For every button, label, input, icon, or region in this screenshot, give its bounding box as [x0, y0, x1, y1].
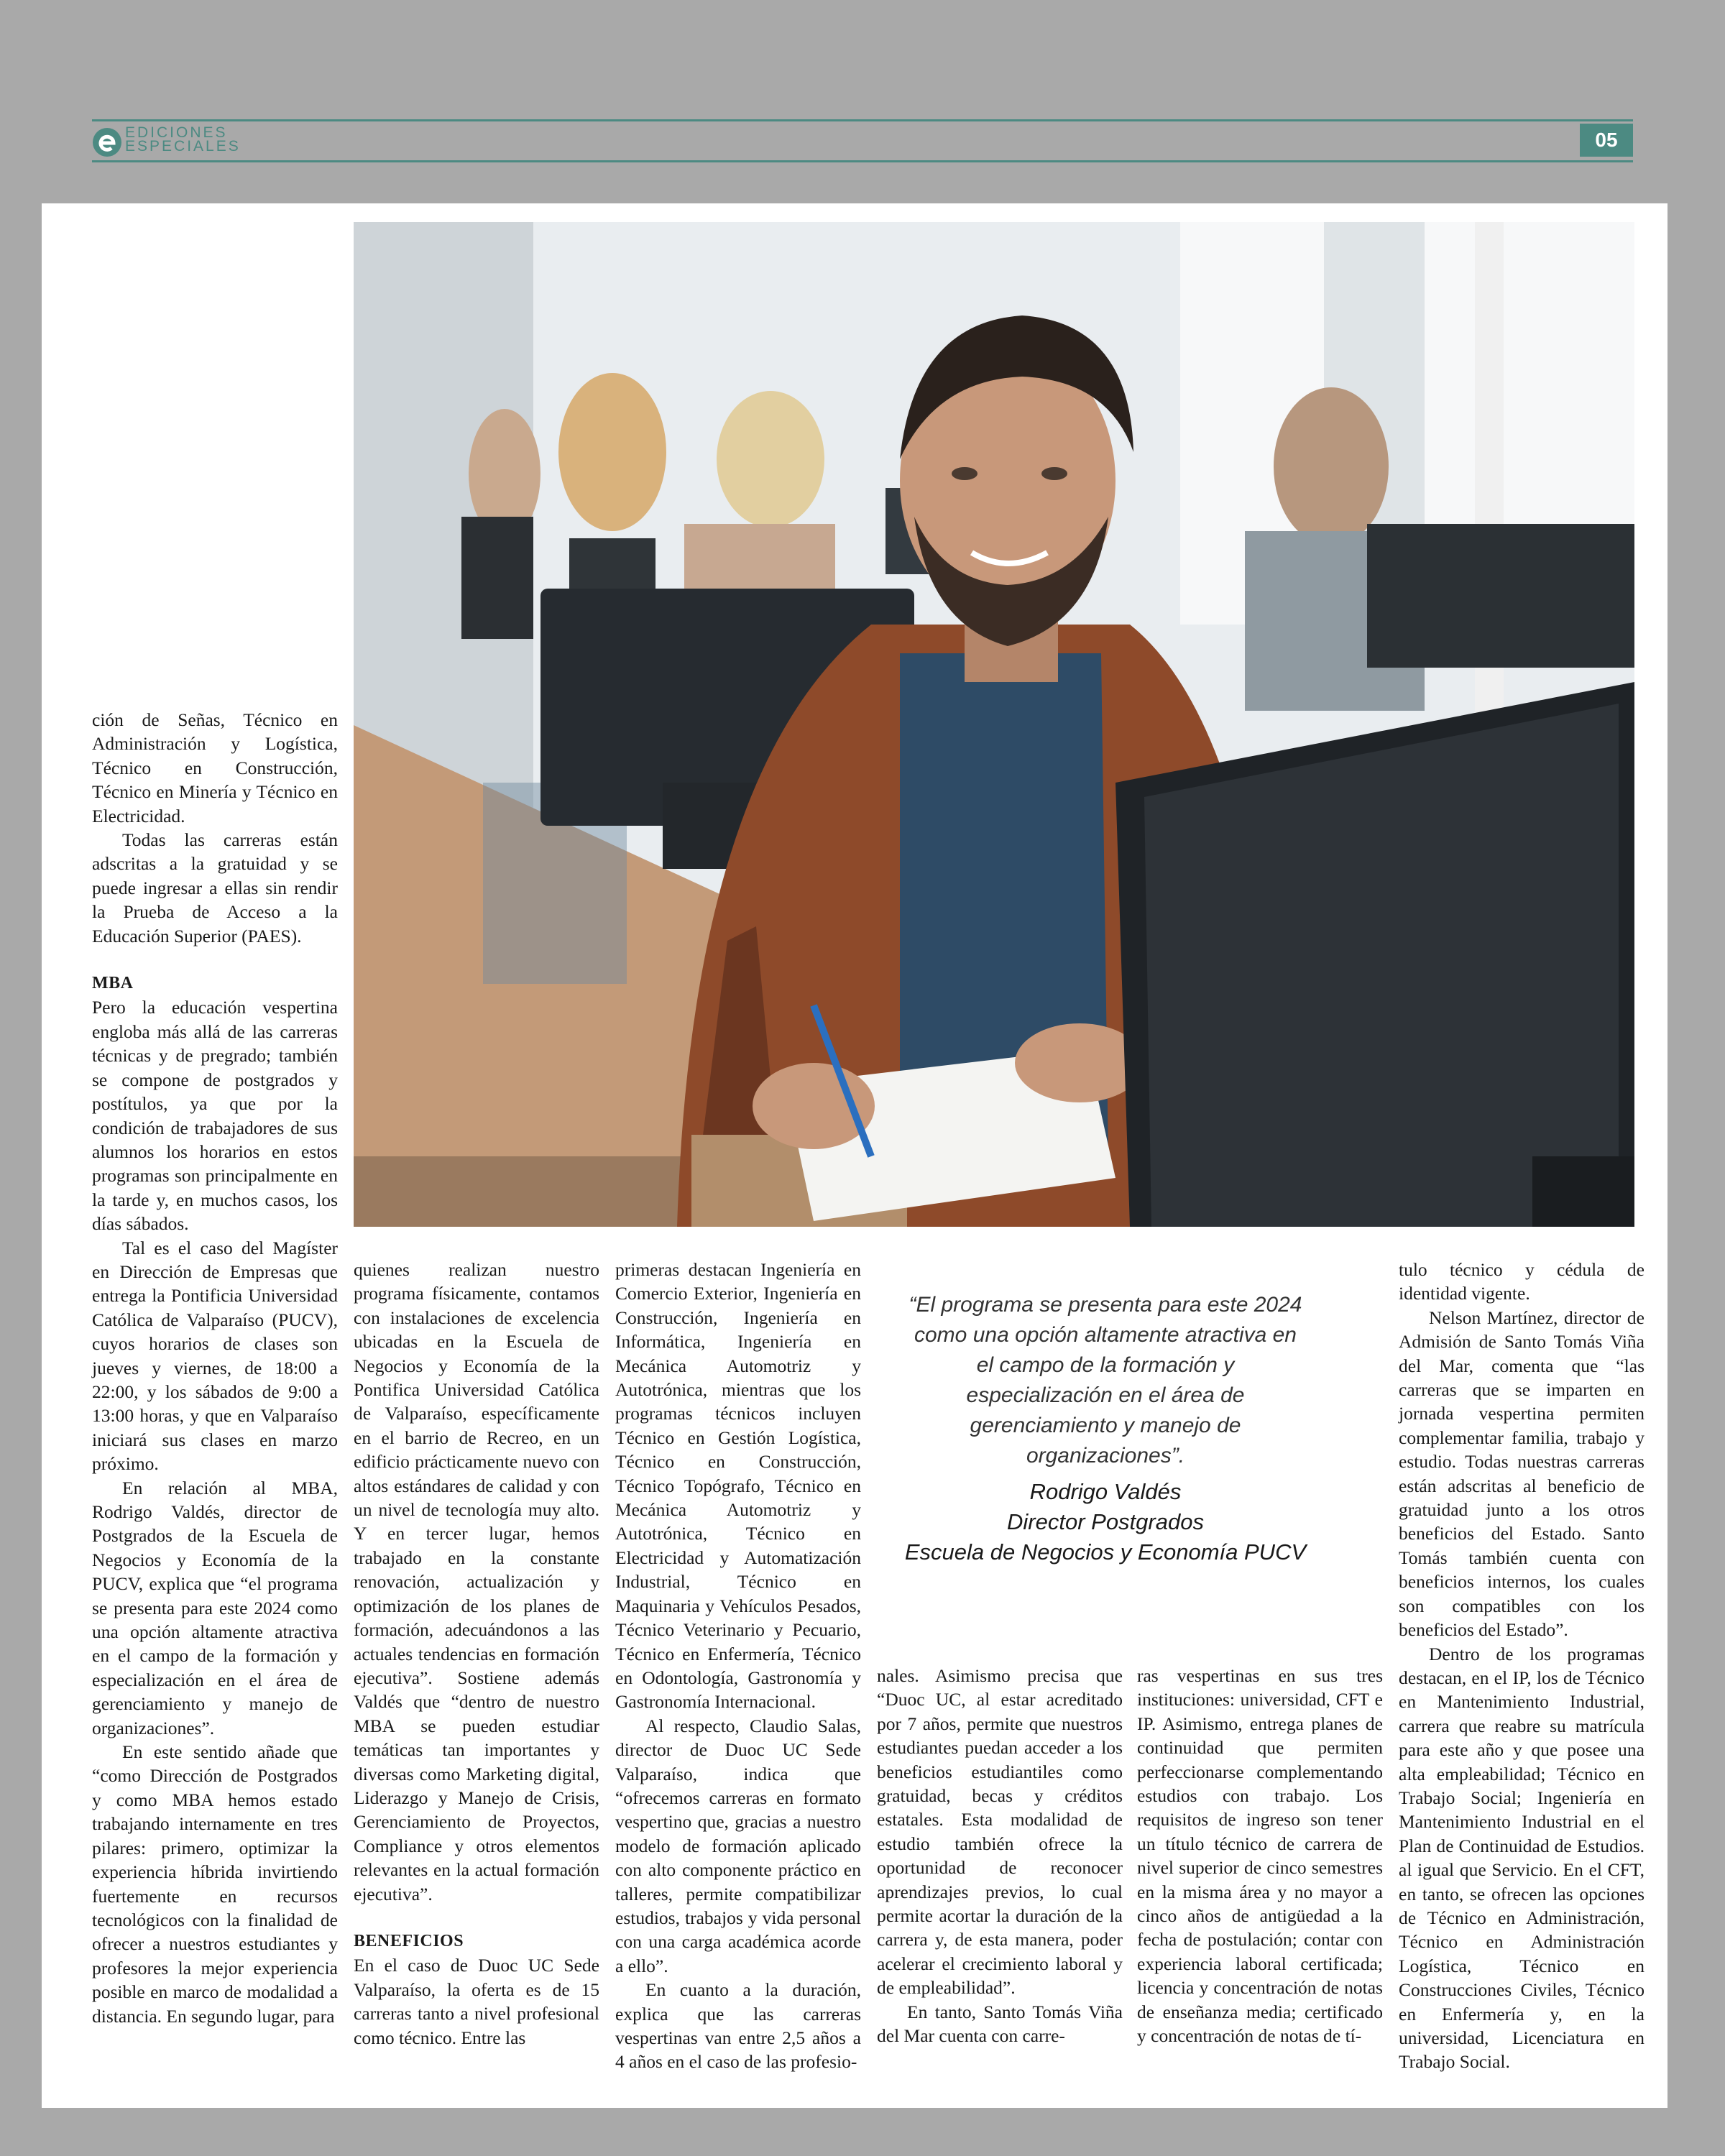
pull-quote-attribution [904, 1477, 1307, 1567]
column-6 [1399, 1258, 1644, 2074]
col5-paragraph-1: ras vespertinas en sus tres instituciones: universidad, CFT e IP. Asimismo, entrega planes de continuidad que permiten perfeccionarse complementando estudios con trabajo. Los requisitos de ingreso son tener un título técnico de carrera de nivel superior de cinco semestres en la misma área y no mayor a cinco años de antigüedad a la fecha de postulación; contar con experiencia laboral certificada; licencia y concentración de notas de enseñanza media; certificado y concentración de notas de tí- [1137, 1665, 1383, 2047]
col3-paragraph-2: Al respecto, Claudio Salas, director de Duoc UC Sede Valparaíso, indica que “ofrecemos carreras en formato vespertino que, gracias a nuestro modelo de formación aplicado con alto componente práctico en talleres, permite compatibilizar estudios, trabajos y vida personal con una carga académica acorde a ello”. [615, 1715, 861, 1976]
col3-paragraph-3: En cuanto a la duración, explica que las carreras vespertinas van entre 2,5 años a 4 años en el caso de las profesio- [615, 1979, 861, 2073]
article-page [42, 203, 1668, 2108]
column-3 [615, 1258, 861, 2074]
col2-paragraph-1: quienes realizan nuestro programa físicamente, contamos con instalaciones de excelencia ubicadas en la Escuela de Negocios y Economía de la Pontifica Universidad Católica de Valparaíso, específicamente en el barrio de Recreo, en un edificio prácticamente nuevo con altos estándares de calidad y con un nivel de tecnología muy alto. Y en tercer lugar, hemos trabajado en la constante renovación, actualización y optimización de los planes de formación, adecuándonos a las actuales tendencias en formación ejecutiva”. Sostiene además Valdés que “dentro de nuestro MBA se pueden estudiar temáticas tan importantes y diversas como Marketing digital, Liderazgo y Manejo de Crisis, Gerenciamiento de Proyectos, Compliance y otros elementos relevantes en la actual formación ejecutiva”. [354, 1259, 599, 1904]
col1-paragraph-4: Tal es el caso del Magíster en Dirección de Empresas que entrega la Pontificia Universidad Católica de Valparaíso (PUCV), cuyos horarios de clases son jueves y viernes, de 18:00 a 22:00, y los sábados de 9:00 a 13:00 horas, y que en Valparaíso iniciará sus clases en marzo próximo. [92, 1237, 338, 1475]
col1-paragraph-5: En relación al MBA, Rodrigo Valdés, director de Postgrados de la Escuela de Negocios y Economía de la PUCV, explica que “el programa se presenta para este 2024 como una opción altamente atractiva en el campo de la formación y especialización en el área de gerenciamiento y manejo de organizaciones”. [92, 1477, 338, 1738]
page-number: 05 [1580, 124, 1633, 157]
col4-paragraph-1: nales. Asimismo precisa que “Duoc UC, al estar acreditado por 7 años, permite que nuestros estudiantes puedan acceder a los beneficios estudiantiles como gratuidad, becas y créditos estatales. Esta modalidad de estudio también ofrece la oportunidad de reconocer aprendizajes previos, lo cual permite acortar la duración de la carrera y, de esta manera, poder acelerar el crecimiento laboral y de empleabilidad”. [877, 1665, 1123, 1999]
quote-author-name: Rodrigo Valdés [1029, 1479, 1182, 1504]
column-4 [877, 1664, 1123, 2048]
col3-paragraph-1: primeras destacan Ingeniería en Comercio Exterior, Ingeniería en Construcción, Ingeniería en Informática, Ingeniería en Mecánica Automotriz y Autotrónica, mientras que los programas técnicos incluyen Técnico en Gestión Logística, Técnico en Construcción, Técnico Topógrafo, Técnico en Mecánica Automotriz y Autotrónica, Técnico en Electricidad y Automatización Industrial, Técnico en Maquinaria y Vehículos Pesados, Técnico Veterinario y Pecuario, Técnico en Enfermería, Técnico en Odontología, Gastronomía y Gastronomía Internacional. [615, 1259, 861, 1713]
classroom-photo [354, 222, 1634, 1227]
column-2 [354, 1258, 599, 2050]
col6-paragraph-1: tulo técnico y cédula de identidad vigente. [1399, 1259, 1644, 1304]
col1-paragraph-6: En este sentido añade que “como Dirección de Postgrados y como MBA hemos estado trabajando internamente en tres pilares: primero, optimizar la experiencia híbrida invirtiendo fuertemente en recursos tecnológicos con la finalidad de ofrecer a nuestros estudiantes y profesores la mejor experiencia posible en marco de modalidad a distancia. En segundo lugar, para [92, 1741, 338, 2027]
quote-author-org: Escuela de Negocios y Economía PUCV [904, 1539, 1307, 1565]
column-1 [92, 708, 338, 2028]
subheading-mba: MBA [92, 974, 134, 993]
col1-paragraph-3: Pero la educación vespertina engloba más allá de las carreras técnicas y de pregrado; también se compone de postgrados y postítulos, ya que por la condición de trabajadores de sus alumnos los horarios en estos programas son principalmente en la tarde y, en muchos casos, los días sábados. [92, 997, 338, 1235]
student-image [354, 222, 1634, 1227]
brand-line-1: EDICIONES [125, 124, 228, 141]
col1-paragraph-1: ción de Señas, Técnico en Administración y Logística, Técnico en Construcción, Técnico en Minería y Técnico en Electricidad. [92, 709, 338, 826]
col4-paragraph-2: En tanto, Santo Tomás Viña del Mar cuenta con carre- [877, 2001, 1123, 2047]
col2-paragraph-2: En el caso de Duoc UC Sede Valparaíso, la oferta es de 15 carreras tanto a nivel profesional como técnico. Entre las [354, 1955, 599, 2048]
section-header [92, 119, 1633, 162]
brand-name [125, 126, 241, 153]
column-5 [1137, 1664, 1383, 2048]
brand-line-2: ESPECIALES [125, 138, 241, 155]
subheading-beneficios: BENEFICIOS [354, 1931, 464, 1950]
col1-paragraph-2: Todas las carreras están adscritas a la gratuidad y se puede ingresar a ellas sin rendir la Prueba de Acceso a la Educación Superior (PAES). [92, 829, 338, 946]
quote-author-title: Director Postgrados [1007, 1509, 1204, 1534]
ediciones-logo-icon [92, 127, 122, 157]
col6-paragraph-3: Dentro de los programas destacan, en el IP, los de Técnico en Mantenimiento Industrial, carrera que reabre su matrícula para este año y que posee una alta empleabilidad; Técnico en Trabajo Social; Ingeniería en Mantenimiento Industrial en el Plan de Continuidad de Estudios. al igual que Servicio. En el CFT, en tanto, se ofrecen las opciones de Técnico en Administración, Técnico en Administración Logística, Técnico en Construcciones Civiles, Técnico en Enfermería y, en la universidad, Licenciatura en Trabajo Social. [1399, 1643, 1644, 2073]
pull-quote: “El programa se presenta para este 2024 como una opción altamente atractiva en el campo de la formación y especialización en el área de gerenciamiento y manejo de organizaciones”. [908, 1293, 1302, 1468]
col6-paragraph-2: Nelson Martínez, director de Admisión de Santo Tomás Viña del Mar, comenta que “las carreras que se imparten en jornada vespertina permiten complementar familia, trabajo y estudio. Todas nuestras carreras están adscritas al beneficio de gratuidad junto a los otros beneficios del Estado. Santo Tomás también cuenta con beneficios internos, los cuales son compatibles con los beneficios del Estado”. [1399, 1307, 1644, 1641]
